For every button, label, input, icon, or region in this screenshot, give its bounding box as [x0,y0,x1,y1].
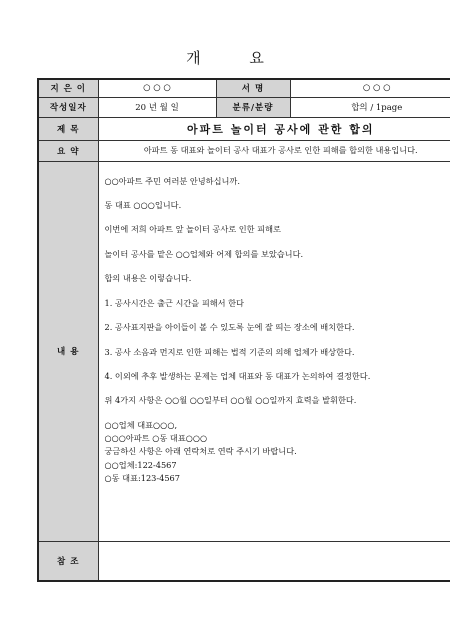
reference-label: 참 조 [38,541,98,581]
author-label: 지 은 이 [38,79,98,97]
subject-row [38,117,450,140]
content-paragraph: 동 대표 ○○○입니다. [104,199,182,210]
date-row [38,97,450,117]
content-paragraph: 위 4가지 사항은 ○○월 ○○일부터 ○○월 ○○일까지 효력을 발휘한다. [104,395,357,406]
document-title: 개 요 [186,49,286,67]
reference-row [38,541,450,581]
signature-label: 서 명 [216,79,290,97]
summary-table [37,78,450,582]
content-contact-line: ○동 대표:123-4567 [104,472,180,483]
subject-label: 제 목 [38,117,98,140]
content-body [98,161,450,541]
content-paragraph: 1. 공사시간은 출근 시간을 피해서 한다 [104,297,244,308]
content-signoff-line: ○○○아파트 ○동 대표○○○ [104,433,208,444]
category-label: 분류/분량 [216,97,290,117]
summary-row [38,140,450,161]
reference-value [98,541,450,581]
content-paragraph: 3. 공사 소음과 먼지로 인한 피해는 법적 기준의 의해 업체가 배상한다. [104,346,355,357]
content-label: 내 용 [38,161,98,541]
content-signoff-line: ○○업체 대표○○○, [104,419,178,430]
content-paragraph: 놀이터 공사를 맡은 ○○업체와 어제 합의를 보았습니다. [104,248,304,259]
category-value: 합의 / 1page [290,97,450,117]
summary-value: 아파트 동 대표와 놀이터 공사 대표가 공사로 인한 피해를 합의한 내용입니다. [98,140,450,161]
content-paragraph: 이번에 저희 아파트 앞 놀이터 공사로 인한 피해로 [104,224,281,235]
content-contact-line: ○○업체:122-4567 [104,459,177,470]
content-paragraph: 4. 이외에 추후 발생하는 문제는 업체 대표와 동 대표가 논의하여 결정한다. [104,371,371,381]
author-value: ○ ○ ○ [98,79,216,97]
author-row [38,79,450,97]
content-paragraph: 합의 내용은 이렇습니다. [104,273,192,284]
date-value: 20 년 월 일 [98,97,216,117]
content-signoff-line: 궁금하신 사항은 아래 연락처로 연락 주시기 바랍니다. [104,446,297,457]
summary-label: 요 약 [38,140,98,161]
content-paragraph: ○○아파트 주민 여러분 안녕하십니까. [104,175,240,186]
subject-value: 아파트 놀이터 공사에 관한 합의 [98,117,450,140]
date-label: 작성일자 [38,97,98,117]
content-row [38,161,450,541]
content-paragraph: 2. 공사표지판을 아이들이 볼 수 있도록 눈에 잘 띄는 장소에 배치한다. [104,322,355,333]
signature-value: ○ ○ ○ [290,79,450,97]
